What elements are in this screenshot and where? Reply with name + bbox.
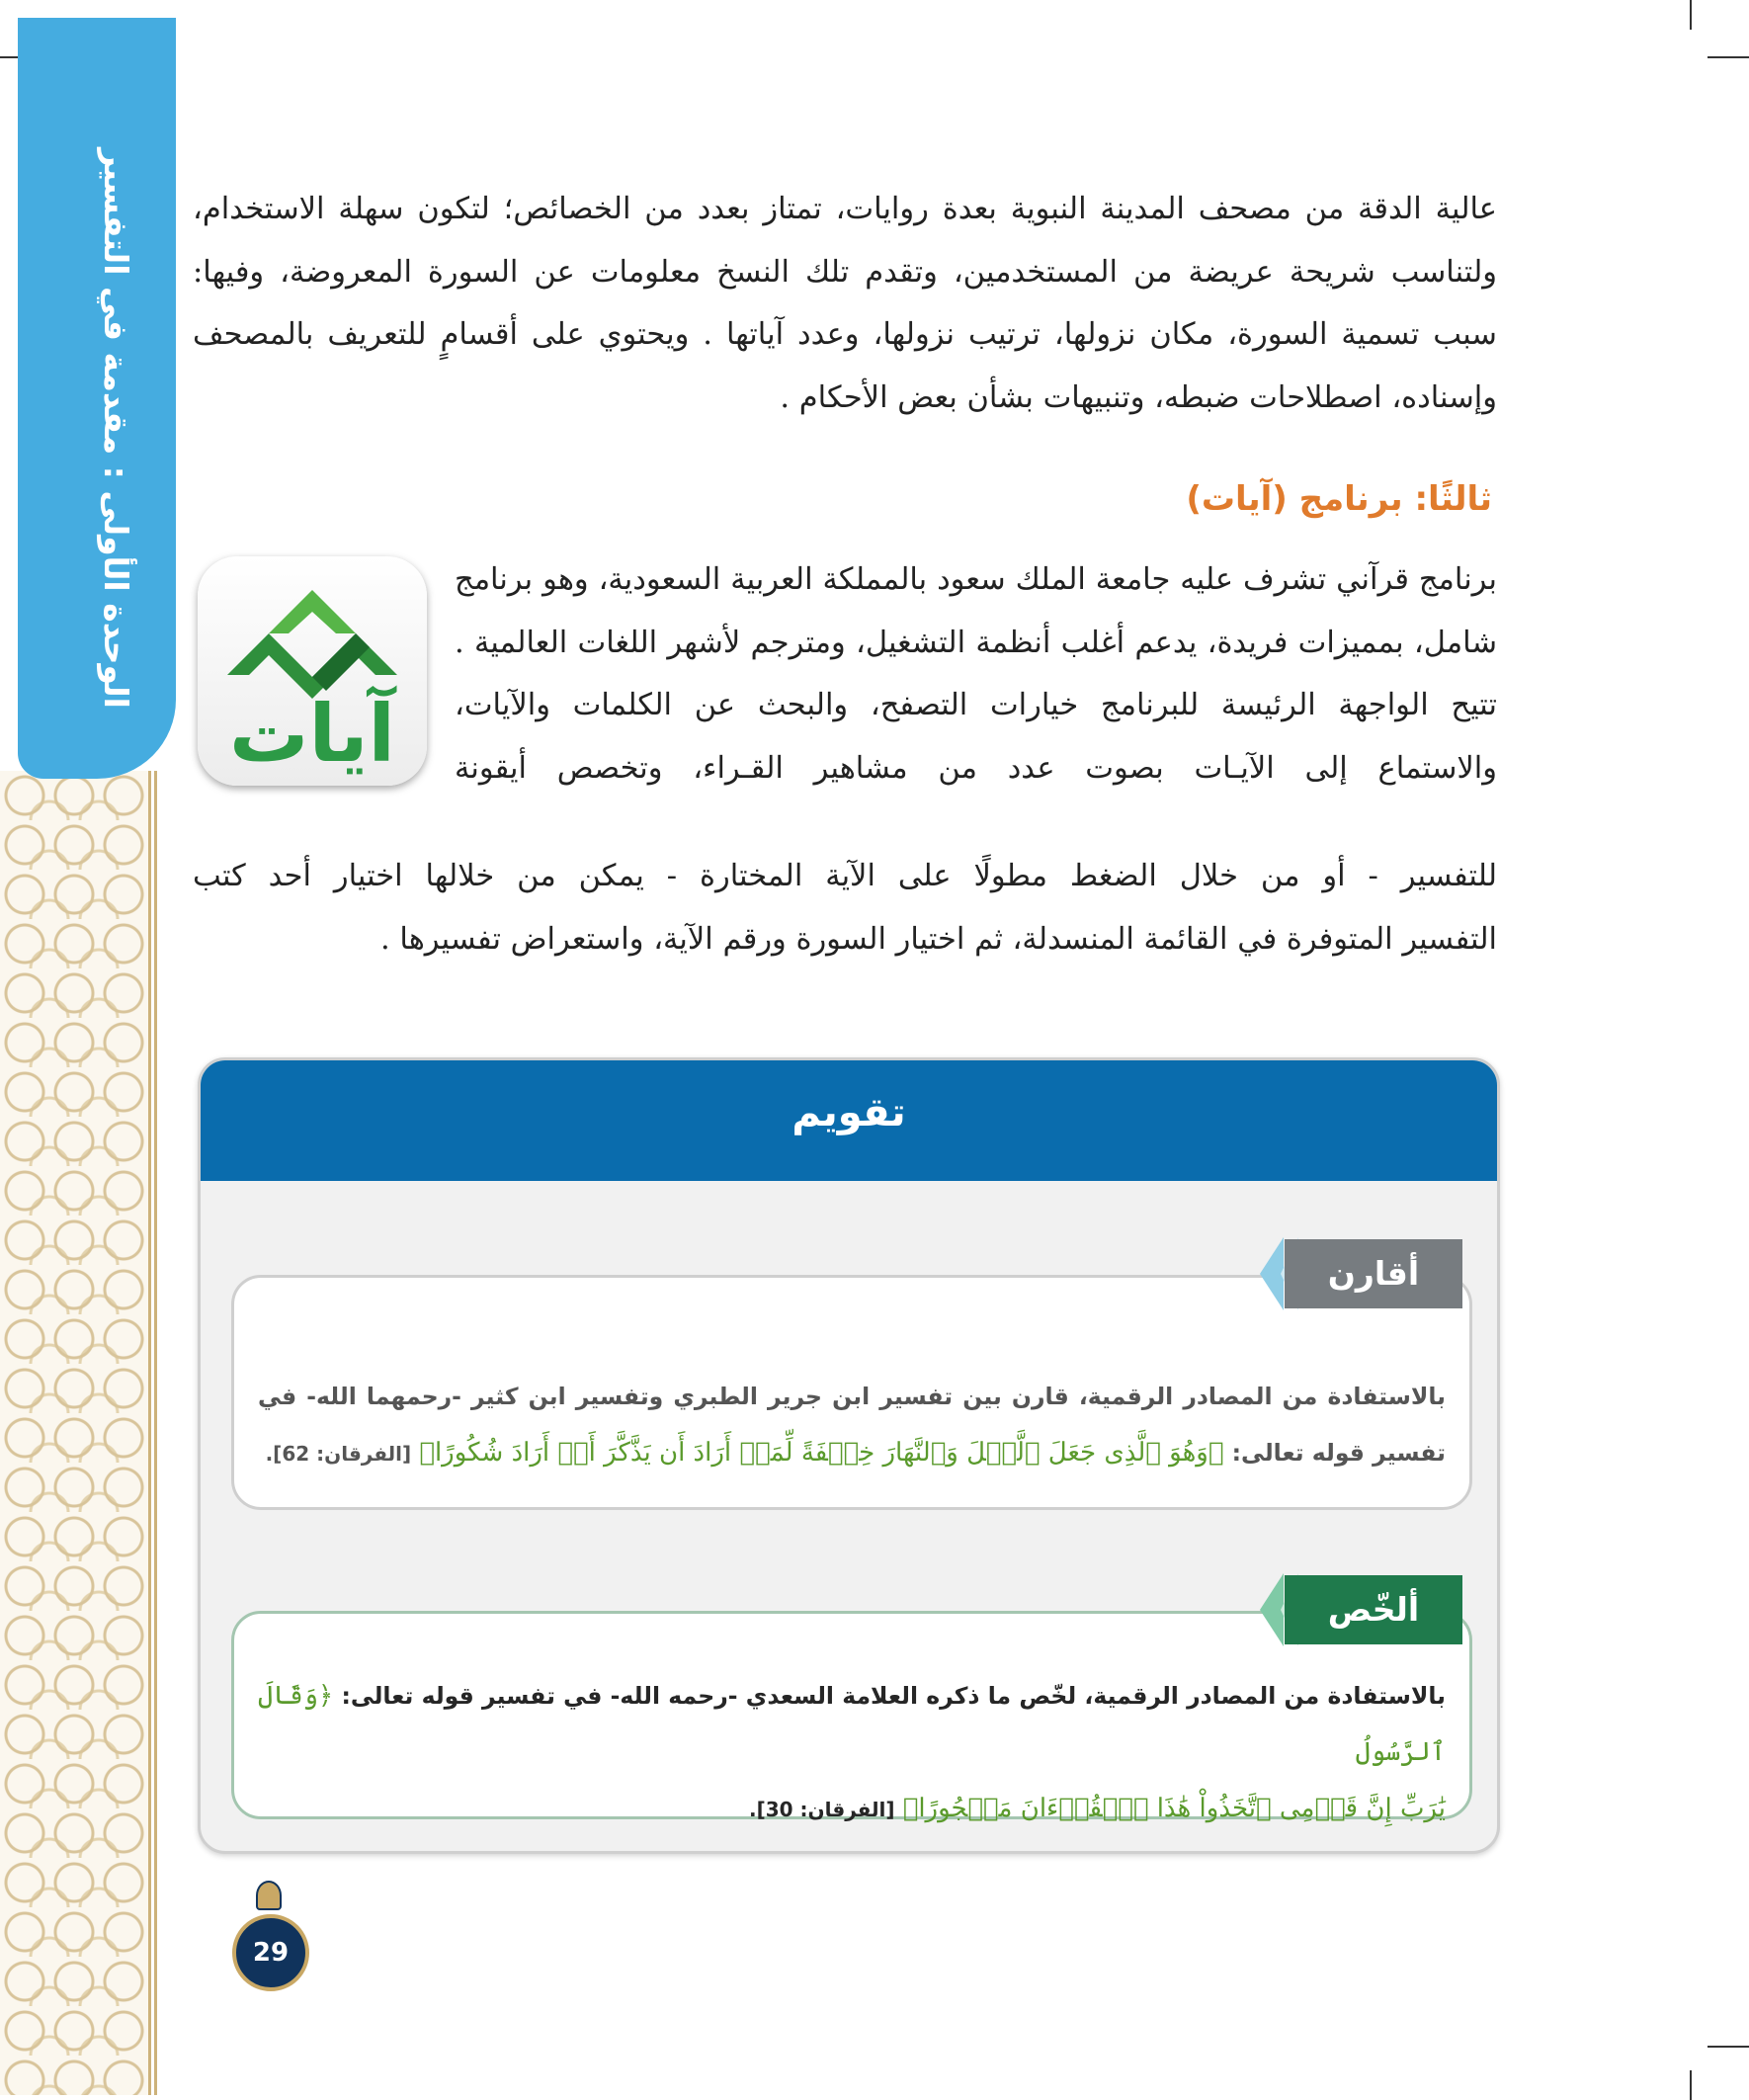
text-line: للتفسير - أو من خلال الضغط مطولًا على الآية المختارة - يمكن من خلالها اختيار أحد كتب <box>193 859 1497 893</box>
ornamental-border-line <box>154 771 157 2095</box>
text-line: عالية الدقة من مصحف المدينة النبوية بعدة روايات، تمتاز بعدد من الخصائص؛ لتكون سهلة الاستخدام، <box>193 192 1497 226</box>
compare-verse: ﴿وَهُوَ ٱلَّذِى جَعَلَ ٱلَّيۡلَ وَٱلنَّهَارَ خِلۡفَةً لِّمَنۡ أَرَادَ أَن يَذَّكَّرَ أَوۡ أَرَادَ شُكُورًا﴾ <box>419 1438 1224 1468</box>
summarize-line-verse <box>258 1781 1446 1838</box>
ornamental-border-line <box>148 771 151 2095</box>
compare-task-text <box>258 1369 1446 1482</box>
summarize-reference: [الفرقان: 30]. <box>748 1798 895 1821</box>
summarize-label: ألخّص <box>1285 1575 1462 1644</box>
compare-prefix: تفسير قوله تعالى: <box>1231 1439 1446 1467</box>
evaluation-header <box>201 1060 1497 1181</box>
summarize-verse-part1: ﴿وَقَالَ ٱلرَّسُولُ <box>258 1681 1446 1767</box>
text-line: وإسناده، اصطلاحات ضبطه، وتنبيهات بشأن بعض الأحكام . <box>780 379 1497 415</box>
text-line: تتيح الواجهة الرئيسة للبرنامج خيارات التصفح، والبحث عن الكلمات والآيات، <box>455 688 1497 722</box>
evaluation-title: تقويم <box>791 1090 906 1135</box>
compare-label: أقارن <box>1285 1239 1462 1308</box>
section-paragraph-continued <box>193 845 1497 970</box>
summarize-verse-part2: يَٰرَبِّ إِنَّ قَوۡمِى ٱتَّخَذُواْ هَٰذَا ٱلۡقُرۡءَانَ مَهۡجُورًا﴾ <box>902 1794 1446 1823</box>
ornamental-border <box>0 771 148 2095</box>
text-line: سبب تسمية السورة، مكان نزولها، ترتيب نزولها، وعدد آياتها . ويحتوي على أقسامٍ للتعريف بالمصحف <box>193 317 1497 352</box>
crop-mark <box>1690 0 1692 30</box>
intro-paragraph <box>193 178 1497 429</box>
compare-reference: [الفرقان: 62]. <box>265 1442 412 1466</box>
section-paragraph <box>455 548 1497 799</box>
summarize-line <box>258 1668 1446 1781</box>
compare-line: بالاستفادة من المصادر الرقمية، قارن بين تفسير ابن جرير الطبري وتفسير ابن كثير -رحمهما الله- في <box>258 1383 1446 1410</box>
crop-mark <box>1707 2046 1749 2048</box>
page-number-medallion <box>222 1902 311 1991</box>
medallion-crown-icon <box>256 1881 282 1910</box>
ayat-app-icon <box>198 556 427 786</box>
summarize-prefix: بالاستفادة من المصادر الرقمية، لخّص ما ذكره العلامة السعدي -رحمه الله- في تفسير قوله تعالى: <box>341 1682 1447 1710</box>
crop-mark <box>1707 56 1749 58</box>
compare-line-verse <box>258 1425 1446 1482</box>
text-line: التفسير المتوفرة في القائمة المنسدلة، ثم اختيار السورة ورقم الآية، واستعراض تفسيرها . <box>380 921 1497 957</box>
section-heading: ثالثًا: برنامج (آيات) <box>1186 479 1492 519</box>
text-line: برنامج قرآني تشرف عليه جامعة الملك سعود بالمملكة العربية السعودية، وهو برنامج <box>455 562 1497 597</box>
text-line: والاستماع إلى الآيـات بصوت عدد من مشاهير القـراء، وتخصص أيقونة <box>455 750 1497 786</box>
text-line: شامل، بمميزات فريدة، يدعم أغلب أنظمة التشغيل، ومترجم لأشهر اللغات العالمية . <box>455 625 1497 660</box>
summarize-task-text <box>258 1668 1446 1838</box>
app-icon-name: آيات <box>229 688 395 780</box>
text-line: ولتناسب شريحة عريضة من المستخدمين، وتقدم تلك النسخ معلومات عن السورة المعروضة، وفيها: <box>193 254 1497 290</box>
unit-label: الوحدة الأولى : مقدمة في التفسير <box>97 148 135 709</box>
page-number: 29 <box>232 1914 309 1991</box>
crop-mark <box>1690 2070 1692 2100</box>
